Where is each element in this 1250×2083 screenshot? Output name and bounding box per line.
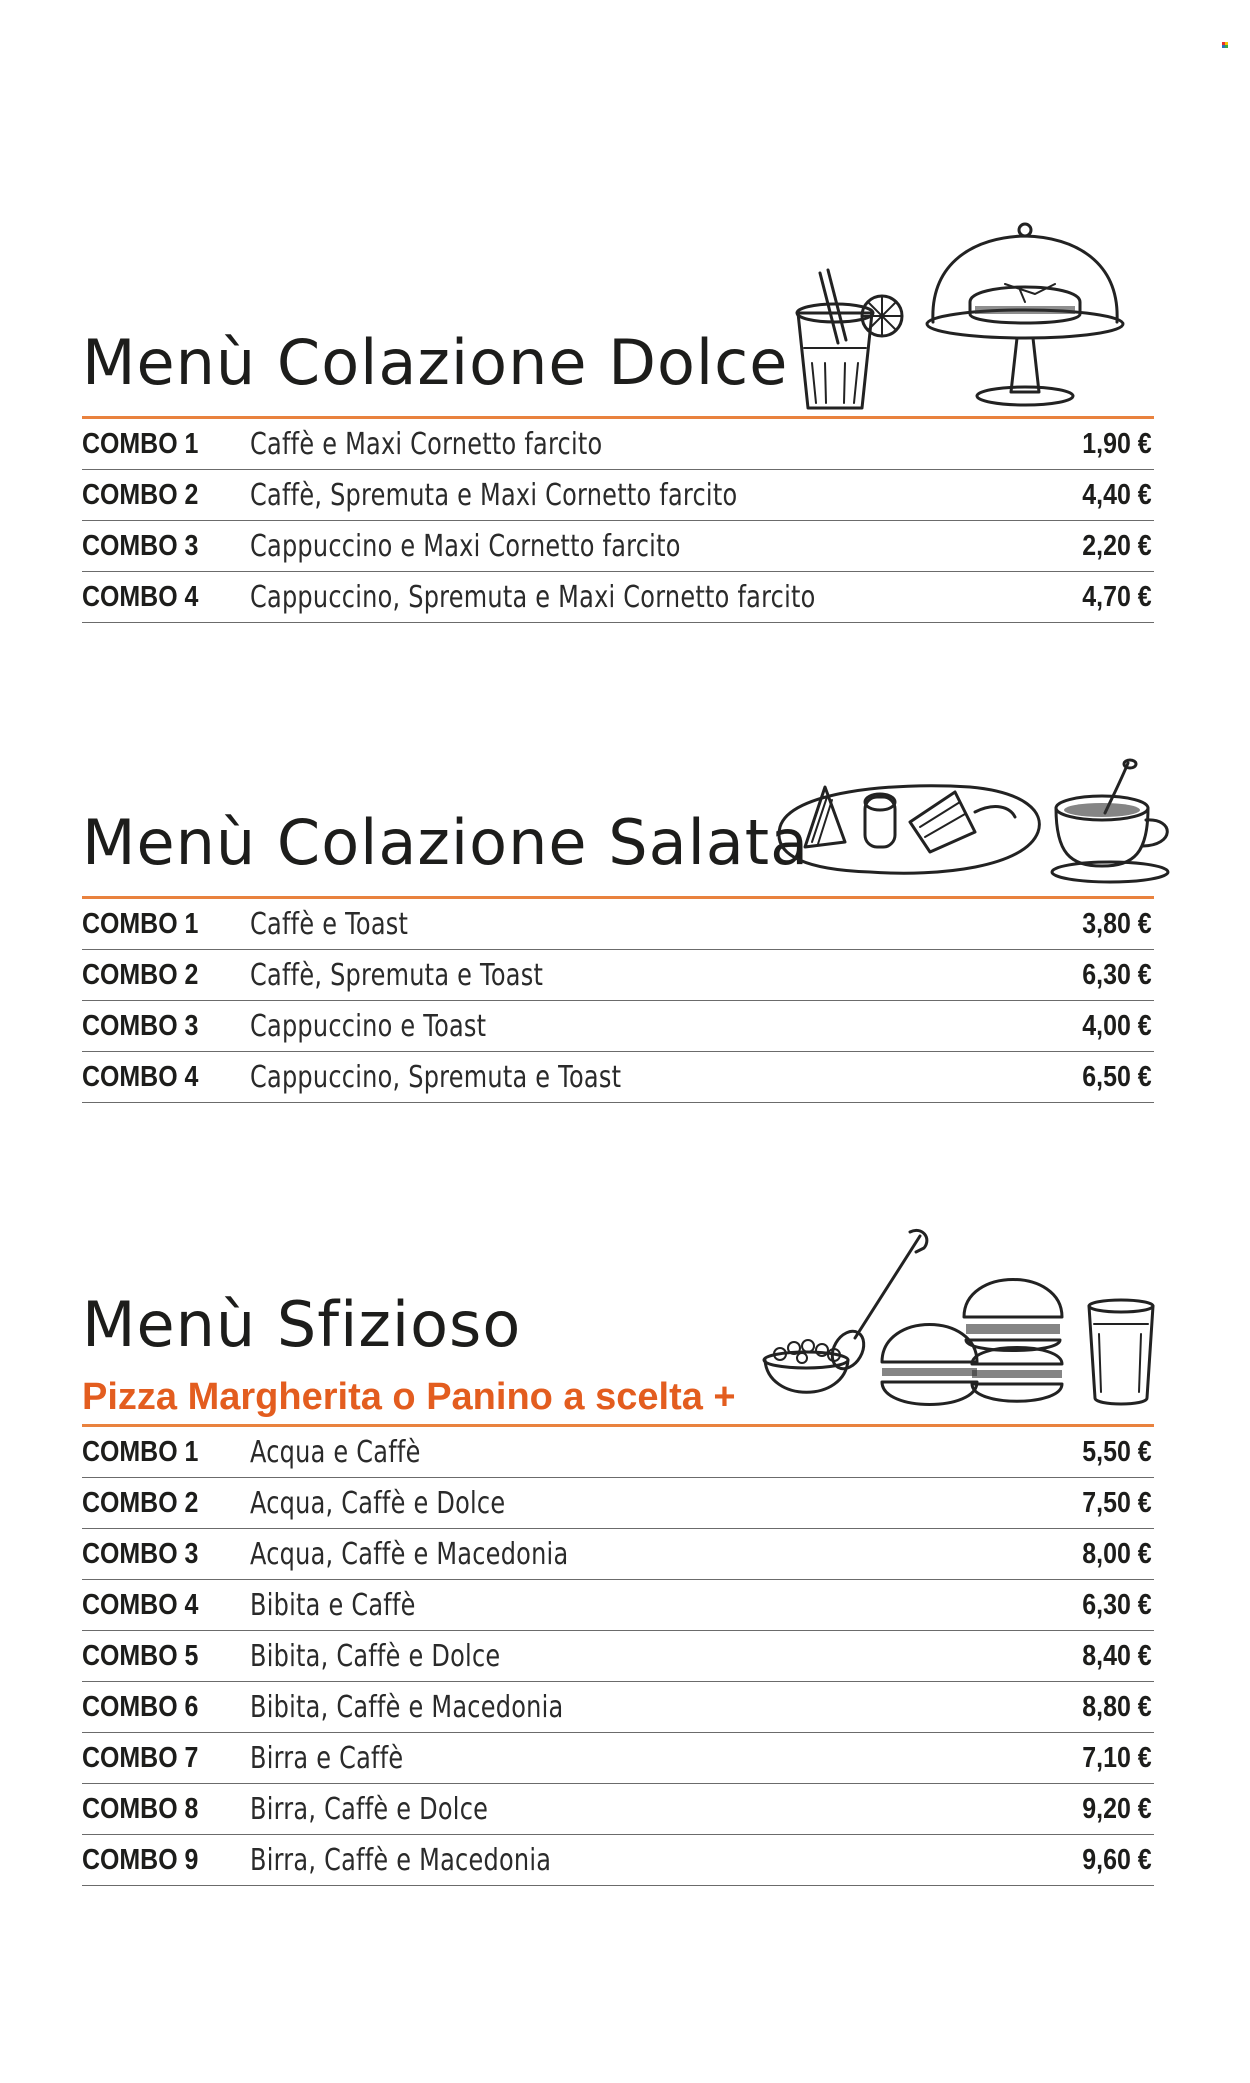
combo-label: COMBO 9 bbox=[82, 1843, 199, 1876]
section-title: Menù Colazione Salata bbox=[82, 806, 810, 879]
combo-row bbox=[82, 1427, 1154, 1478]
combo-description: Bibita, Caffè e Dolce bbox=[250, 1638, 501, 1674]
combo-price: 5,50 € bbox=[1082, 1435, 1152, 1468]
combo-row bbox=[82, 1580, 1154, 1631]
glass-drink-icon bbox=[790, 268, 910, 418]
combo-row bbox=[82, 1001, 1154, 1052]
combo-price: 9,60 € bbox=[1082, 1843, 1152, 1876]
combo-description: Caffè, Spremuta e Toast bbox=[250, 957, 544, 993]
combo-list bbox=[82, 899, 1154, 1103]
color-marks bbox=[1222, 42, 1232, 48]
combo-row bbox=[82, 470, 1154, 521]
combo-label: COMBO 2 bbox=[82, 958, 199, 991]
combo-label: COMBO 5 bbox=[82, 1639, 199, 1672]
combo-price: 7,50 € bbox=[1082, 1486, 1152, 1519]
section-subtitle: Pizza Margherita o Panino a scelta + bbox=[82, 1376, 736, 1418]
combo-label: COMBO 1 bbox=[82, 427, 199, 460]
combo-row bbox=[82, 1682, 1154, 1733]
combo-row bbox=[82, 1052, 1154, 1103]
combo-label: COMBO 3 bbox=[82, 1537, 199, 1570]
combo-price: 6,30 € bbox=[1082, 958, 1152, 991]
combo-row bbox=[82, 1529, 1154, 1580]
combo-description: Cappuccino e Toast bbox=[250, 1008, 487, 1044]
drink-glass-icon bbox=[1085, 1298, 1157, 1413]
combo-price: 4,70 € bbox=[1082, 580, 1152, 613]
combo-list bbox=[82, 1427, 1154, 1886]
combo-description: Birra e Caffè bbox=[250, 1740, 404, 1776]
combo-description: Bibita, Caffè e Macedonia bbox=[250, 1689, 564, 1725]
combo-description: Bibita e Caffè bbox=[250, 1587, 416, 1623]
combo-label: COMBO 4 bbox=[82, 580, 199, 613]
combo-row bbox=[82, 419, 1154, 470]
combo-label: COMBO 2 bbox=[82, 478, 199, 511]
combo-label: COMBO 1 bbox=[82, 1435, 199, 1468]
section-title: Menù Sfizioso bbox=[82, 1288, 522, 1361]
combo-description: Caffè e Maxi Cornetto farcito bbox=[250, 426, 603, 462]
combo-price: 4,40 € bbox=[1082, 478, 1152, 511]
combo-price: 3,80 € bbox=[1082, 907, 1152, 940]
combo-label: COMBO 7 bbox=[82, 1741, 199, 1774]
combo-row bbox=[82, 1631, 1154, 1682]
combo-row bbox=[82, 950, 1154, 1001]
combo-price: 1,90 € bbox=[1082, 427, 1152, 460]
combo-description: Acqua, Caffè e Macedonia bbox=[250, 1536, 569, 1572]
combo-label: COMBO 2 bbox=[82, 1486, 199, 1519]
combo-row bbox=[82, 1478, 1154, 1529]
combo-description: Birra, Caffè e Macedonia bbox=[250, 1842, 552, 1878]
combo-description: Caffè e Toast bbox=[250, 906, 409, 942]
combo-list bbox=[82, 419, 1154, 623]
combo-label: COMBO 4 bbox=[82, 1588, 199, 1621]
combo-label: COMBO 6 bbox=[82, 1690, 199, 1723]
combo-description: Cappuccino, Spremuta e Maxi Cornetto farcito bbox=[250, 579, 816, 615]
combo-price: 6,50 € bbox=[1082, 1060, 1152, 1093]
combo-description: Birra, Caffè e Dolce bbox=[250, 1791, 489, 1827]
combo-description: Acqua e Caffè bbox=[250, 1434, 421, 1470]
combo-price: 7,10 € bbox=[1082, 1741, 1152, 1774]
combo-row bbox=[82, 1733, 1154, 1784]
combo-description: Acqua, Caffè e Dolce bbox=[250, 1485, 506, 1521]
cake-dome-icon bbox=[925, 222, 1135, 417]
combo-row bbox=[82, 1835, 1154, 1886]
coffee-cup-icon bbox=[1050, 758, 1180, 893]
burgers-icon bbox=[872, 1262, 1072, 1422]
combo-label: COMBO 8 bbox=[82, 1792, 199, 1825]
combo-price: 8,80 € bbox=[1082, 1690, 1152, 1723]
combo-price: 6,30 € bbox=[1082, 1588, 1152, 1621]
combo-row bbox=[82, 1784, 1154, 1835]
combo-label: COMBO 4 bbox=[82, 1060, 199, 1093]
combo-row bbox=[82, 521, 1154, 572]
combo-description: Cappuccino e Maxi Cornetto farcito bbox=[250, 528, 681, 564]
sandwich-plate-icon bbox=[770, 772, 1050, 892]
combo-price: 9,20 € bbox=[1082, 1792, 1152, 1825]
combo-price: 2,20 € bbox=[1082, 529, 1152, 562]
combo-price: 4,00 € bbox=[1082, 1009, 1152, 1042]
combo-label: COMBO 3 bbox=[82, 529, 199, 562]
combo-row bbox=[82, 899, 1154, 950]
combo-label: COMBO 3 bbox=[82, 1009, 199, 1042]
combo-description: Caffè, Spremuta e Maxi Cornetto farcito bbox=[250, 477, 738, 513]
combo-price: 8,00 € bbox=[1082, 1537, 1152, 1570]
combo-description: Cappuccino, Spremuta e Toast bbox=[250, 1059, 622, 1095]
combo-label: COMBO 1 bbox=[82, 907, 199, 940]
section-title: Menù Colazione Dolce bbox=[82, 326, 789, 399]
combo-row bbox=[82, 572, 1154, 623]
combo-price: 8,40 € bbox=[1082, 1639, 1152, 1672]
